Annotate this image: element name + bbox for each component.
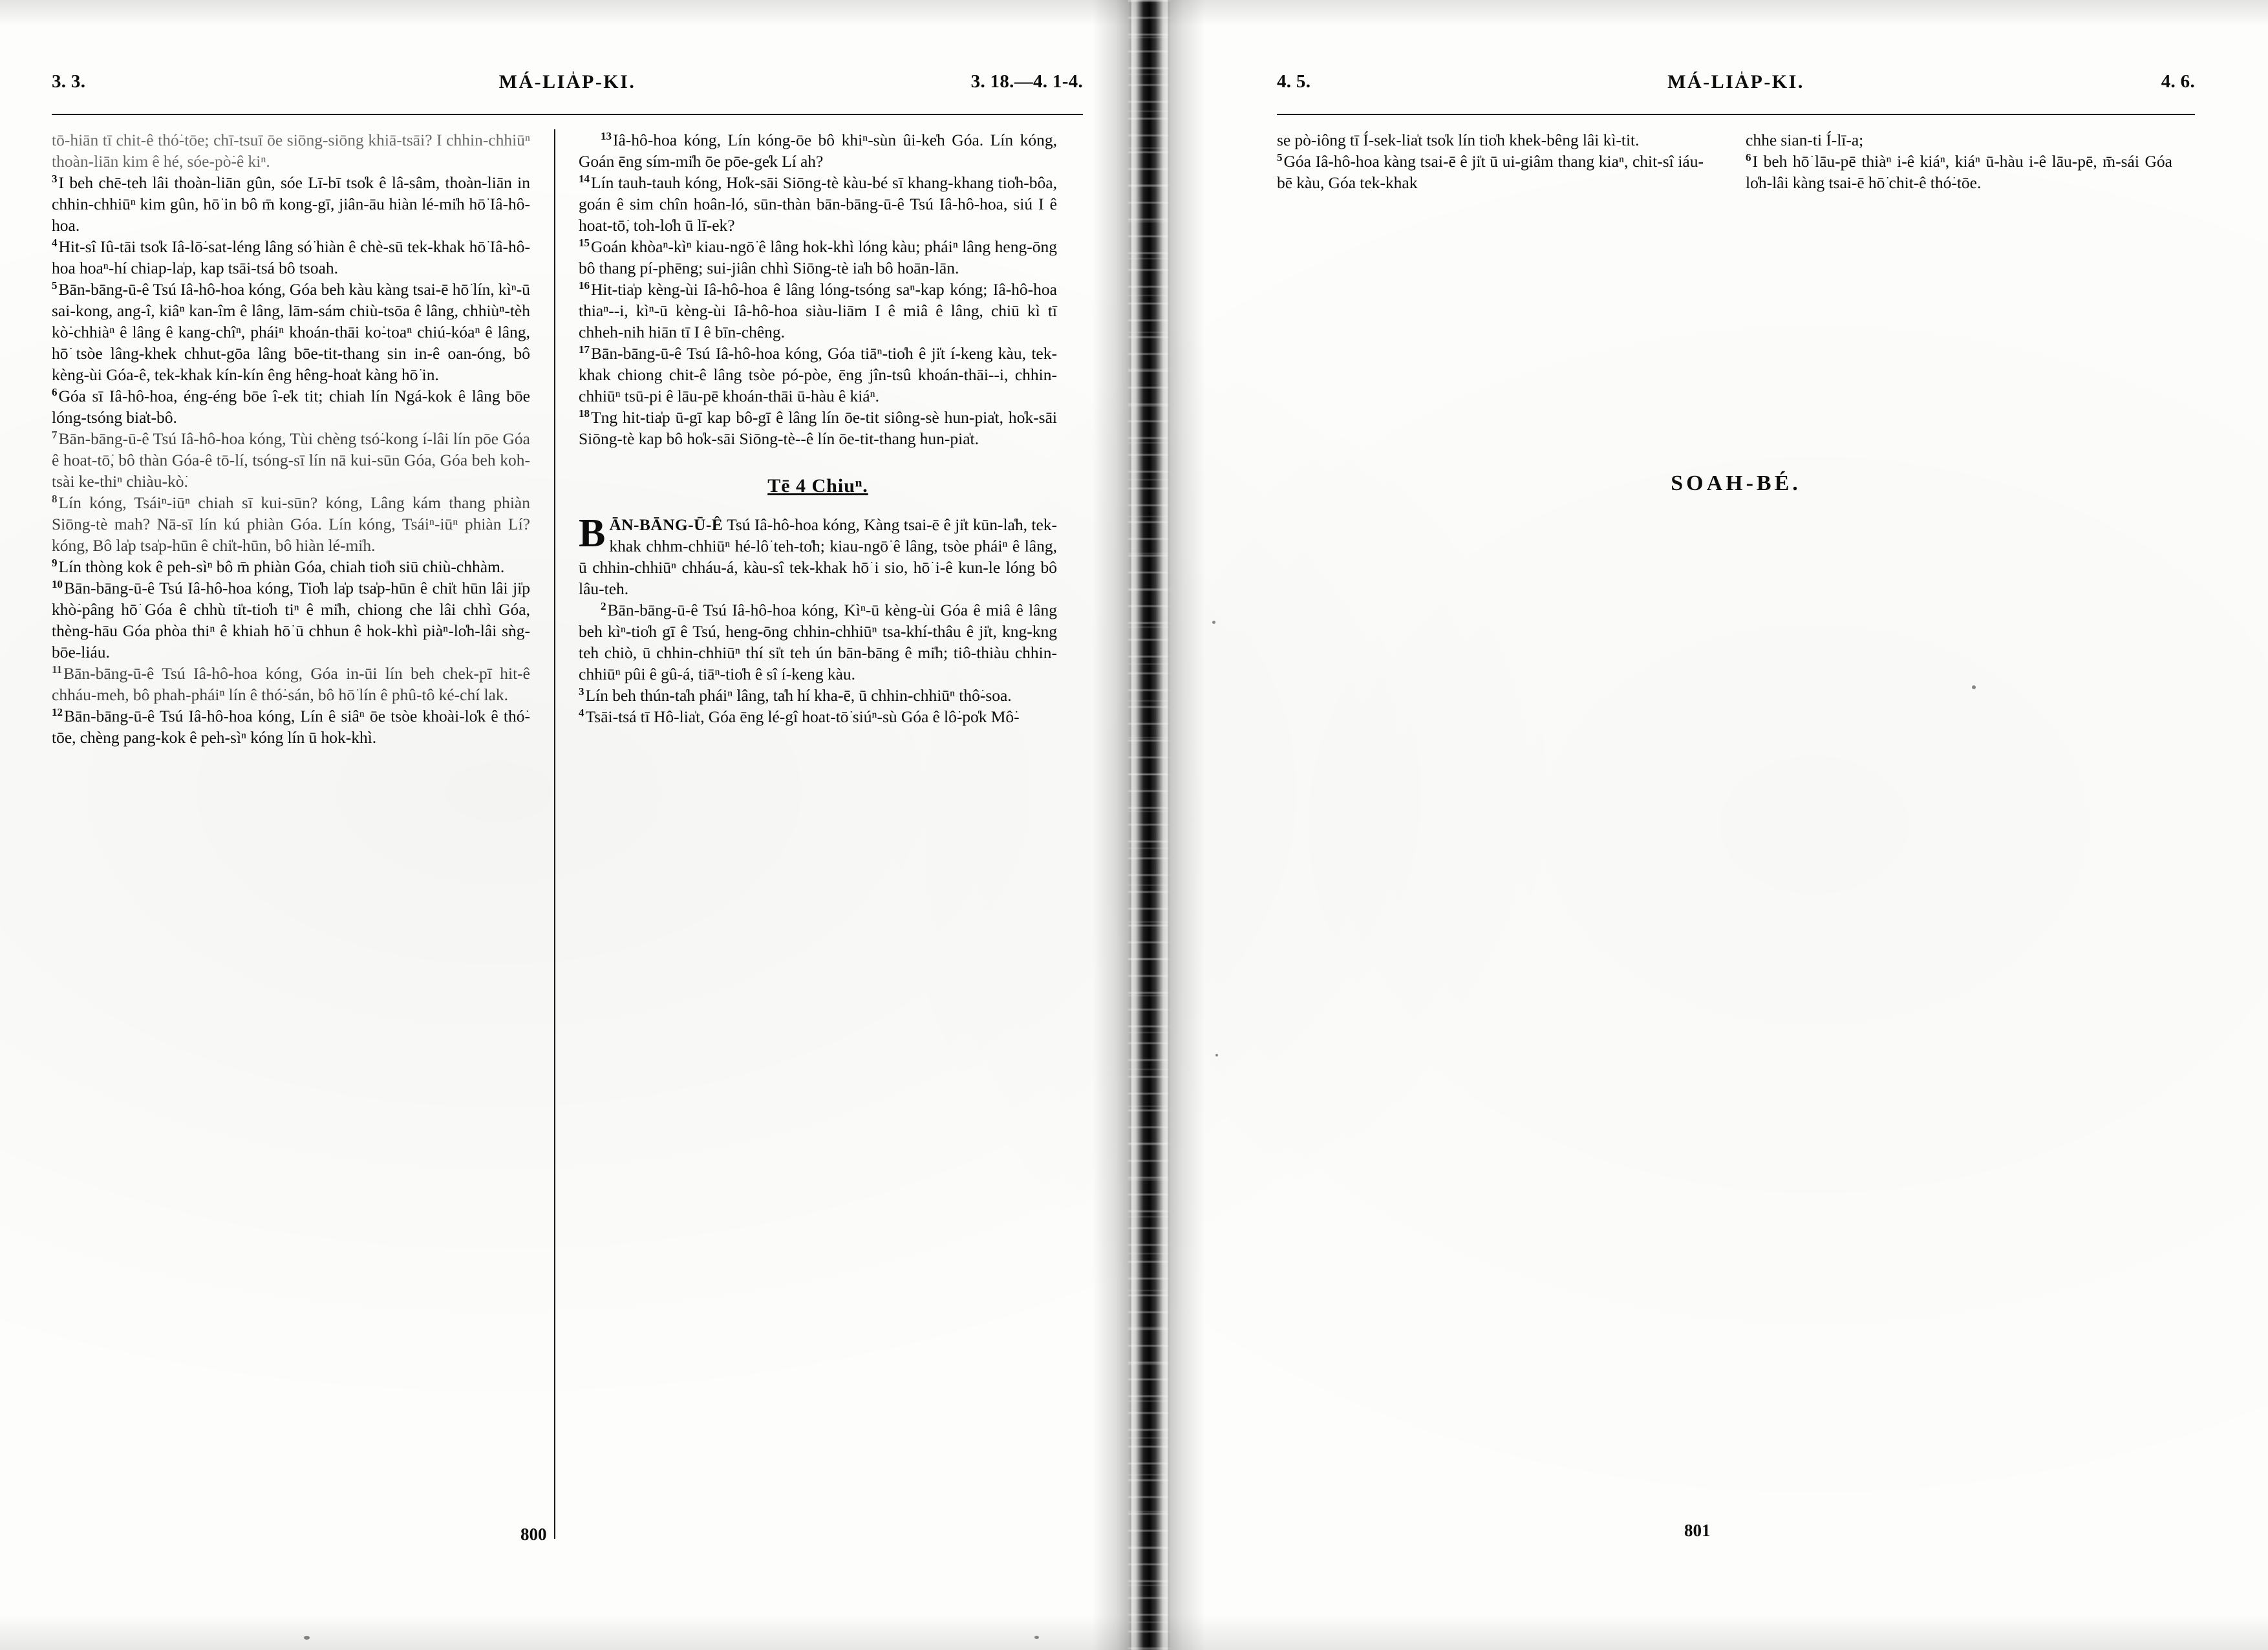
scan-speck	[1215, 1054, 1218, 1056]
verse-number: 3	[579, 685, 584, 698]
left-page-folio-bottom: 800	[520, 1525, 547, 1544]
verse-number: 2	[601, 599, 606, 612]
paragraph: $^3$Lín beh thún-ta̍h pháiⁿ lâng, ta̍h hí kha-ē, ū chhin-chhiūⁿ thô͘-soa.	[579, 685, 1012, 705]
paragraph: $^{15}$Goán khòaⁿ-kìⁿ kiau-ngō͘ ê lâng hok-khì lóng kàu; pháiⁿ lâng heng-ōng bô thang pí-phēng; sui-jiân chhì Siōng-tè ia̍h bô hoān-lān.	[579, 236, 1057, 278]
right-page-chapter-verse-left: 4. 5.	[1277, 71, 1311, 92]
verse-number: 17	[579, 343, 590, 356]
paragraph: $^{17}$Bān-bāng-ū-ê Tsú Iâ-hô-hoa kóng, Góa tiāⁿ-tio̍h ê ji̍t í-keng kàu, tek-khak chiong chit-ê lâng tsòe pó-pòe, ēng jîn-tsû khoán-thāi--i, chhin-chhiūⁿ tsū-pi ê lāu-pē khoán-thāi ū-hàu ê kiáⁿ.	[579, 343, 1057, 406]
left-page-header-rule	[52, 114, 1083, 115]
verse-number: 9	[52, 556, 58, 569]
verse-number: 8	[52, 492, 58, 505]
verse-number: 6	[1746, 151, 1751, 164]
left-page-column-2	[579, 129, 1057, 769]
paragraph: $^4$Tsāi-tsá tī Hô-lia̍t, Góa ēng lé-gî hoat-tō͘ siúⁿ-sù Góa ê lô͘-po̍k Mô͘-	[579, 707, 1020, 727]
scan-speck	[1212, 621, 1215, 624]
verse-number: 18	[579, 407, 590, 420]
paragraph: $^{16}$Hit-tia̍p kèng-ùi Iâ-hô-hoa ê lâng lóng-tsóng saⁿ-kap kóng; Iâ-hô-hoa thiaⁿ--i, kìⁿ-ū kèng-ùi Iâ-hô-hoa siàu-liām I ê miâ ê lâng, chiū kì tī chheh-nih hiān tī I ê bīn-chêng.	[579, 279, 1057, 342]
verse-number: 15	[579, 236, 590, 249]
verse-number: 12	[52, 706, 63, 719]
right-page-column-2	[1746, 129, 2172, 193]
chapter-heading: Tē 4 Chiuⁿ.	[767, 475, 868, 497]
paragraph: $^{13}$Iâ-hô-hoa kóng, Lín kóng-ōe bô khiⁿ-sùn ûi-ke̍h Góa. Lín kóng, Goán ēng sím-mi̍h ōe pōe-ge̍k Lí ah?	[579, 129, 1057, 171]
paragraph: $^4$Hit-sî Iû-tāi tso̍k Iâ-lō͘-sat-léng lâng só͘ hiàn ê chè-sū tek-khak hō͘ Iâ-hô-hoa hoaⁿ-hí chiap-la̍p, kap tsāi-tsá bô tsoah.	[52, 236, 530, 278]
paragraph: $^8$Lín kóng, Tsáiⁿ-iūⁿ chiah sī kui-sūn? kóng, Lâng kám thang phiàn Siōng-tè mah? Nā-sī lín kú phiàn Góa. Lín kóng, Tsáiⁿ-iūⁿ phiàn Lí? kóng, Bô la̍p tsa̍p-hūn ê chi̍t-hūn, bô hiàn lé-mi̍h.	[52, 492, 530, 555]
small-caps-run: ĀN-BĀNG-Ū-Ê	[609, 515, 723, 535]
left-page-book-title: MÁ-LIA̍P-KI.	[498, 71, 636, 92]
verse-number: 5	[52, 279, 58, 292]
right-page	[1164, 0, 2268, 1650]
left-page-folio-top-left: 3. 3.	[52, 71, 86, 92]
scan-speck	[1972, 685, 1976, 689]
verse-number: 10	[52, 577, 63, 590]
verse-number: 5	[1277, 151, 1283, 164]
paragraph: $^2$Bān-bāng-ū-ê Tsú Iâ-hô-hoa kóng, Kìⁿ-ū kèng-ùi Góa ê miâ ê lâng beh kìⁿ-tio̍h gī ê Tsú, heng-ōng chhin-chhiūⁿ tsa-khí-thâu ê ji̍t, kng-kng teh chiò, ū chhin-chhiūⁿ thí si̍t teh ún bān-bāng ê mi̍h; tiô-thiàu chhin-chhiūⁿ pûi ê gû-á, tiāⁿ-tio̍h ê sî í-keng kàu.	[579, 599, 1057, 684]
paragraph: $^{14}$Lín tauh-tauh kóng, Ho̍k-sāi Siōng-tè kàu-bé sī khang-khang tio̍h-bôa, goán ê sim chîn hoân-ló, sūn-thàn bān-bāng-ū-ê Tsú Iâ-hô-hoa, siú I ê hoat-tō͘, toh-lo̍h ū lī-ek?	[579, 172, 1057, 235]
paragraph: $^5$Bān-bāng-ū-ê Tsú Iâ-hô-hoa kóng, Góa beh kàu kàng tsai-ē hō͘ lín, kìⁿ-ū sai-kong, ang-î, kiâⁿ kan-îm ê lâng, lām-sám chiù-tsōa ê lâng, chhiùⁿ-tèh kò͘-chhiàⁿ ê lâng ê kang-chîⁿ, pháiⁿ khoán-thāi ko͘-toaⁿ chiú-kóaⁿ ê lâng, hō͘ tsòe lâng-khek chhut-gōa lâng bōe-tit-thang sin in-ê oan-óng, bô kèng-ùi Góa-ê, tek-khak kín-kín êng hêng-hoa̍t kàng hō͘ in.	[52, 279, 530, 385]
paragraph: chhe sian-ti Í-lī-a;	[1746, 131, 1864, 149]
verse-number: 13	[601, 129, 612, 142]
left-page-column-1	[52, 129, 530, 769]
chapter-opening-paragraph: BĀN-BĀNG-Ū-Ê Tsú Iâ-hô-hoa kóng, Kàng tsai-ē ê ji̍t kūn-la̍h, tek-khak chhm-chhiūⁿ hé-lô͘ teh-to̍h; kiau-ngō͘ ê lâng, tsòe pháiⁿ ê lâng, ū chhin-chhiūⁿ chháu-á, kàu-sî tek-khak hō͘ i sio, hō͘ i-ê kun-le lóng bô lâu-teh.	[579, 511, 1057, 599]
right-page-chapter-verse-right: 4. 6.	[2161, 71, 2195, 92]
paragraph: $^7$Bān-bāng-ū-ê Tsú Iâ-hô-hoa kóng, Tùi chèng tsó͘-kong í-lâi lín pōe Góa ê hoat-tō͘, bô thàn Góa-ê tō-lí, tsóng-sī lín nā kui-sūn Góa, Góa beh koh-tsài ke-thiⁿ chiàu-kò͘.	[52, 428, 530, 491]
right-page-book-title: MÁ-LIA̍P-KI.	[1667, 71, 1804, 92]
paragraph	[52, 748, 530, 769]
paragraph: $^{11}$Bān-bāng-ū-ê Tsú Iâ-hô-hoa kóng, Góa in-ūi lín beh chek-pī hit-ê chháu-meh, bô phah-pháiⁿ lín ê thó͘-sán, bô hō͘ lín ê phû-tô ké-chí lak.	[52, 663, 530, 705]
verse-number: 4	[52, 236, 58, 249]
paragraph: $^{12}$Bān-bāng-ū-ê Tsú Iâ-hô-hoa kóng, Lín ê siâⁿ ōe tsòe khoài-lo̍k ê thó͘-tōe, chèng pang-kok ê peh-sìⁿ kóng lín ū hok-khì.	[52, 706, 530, 747]
paragraph: $^{18}$Tng hit-tia̍p ū-gī kap bô-gī ê lâng lín ōe-tit siông-sè hun-pia̍t, ho̍k-sāi Siōng-tè kap bô ho̍k-sāi Siōng-tè--ê lín ōe-tit-thang hun-pia̍t.	[579, 407, 1057, 449]
verse-number: 11	[52, 663, 63, 676]
right-page-column-1	[1277, 129, 1704, 193]
right-page-folio-bottom: 801	[1684, 1521, 1711, 1540]
paragraph: $^5$Góa Iâ-hô-hoa kàng tsai-ē ê ji̍t ū ui-giâm thang kiaⁿ, chit-sî iáu-bē kàu, Góa tek-khak	[1277, 151, 1704, 193]
left-page-verse-range: 3. 18.—4. 1-4.	[970, 71, 1083, 92]
drop-cap: B	[579, 511, 606, 556]
paragraph: tō-hiān tī chit-ê thó͘-tōe; chī-tsuī ōe siōng-siōng khiā-tsāi? I chhin-chhiūⁿ thoàn-liān kim ê hé, sóe-pò͘-ê kiⁿ.	[52, 131, 530, 171]
end-of-book-mark: SOAH-BÉ.	[1671, 471, 1801, 496]
right-page-header-rule	[1277, 114, 2195, 115]
left-binding-shadow	[1093, 0, 1131, 1650]
verse-number: 16	[579, 279, 590, 292]
right-page-running-head	[1277, 71, 2195, 110]
paragraph: $^6$I beh hō͘ lāu-pē thiàⁿ i-ê kiáⁿ, kiáⁿ ū-hàu i-ê lāu-pē, m̄-sái Góa lo̍h-lâi kàng tsai-ē hō͘ chit-ê thó͘-tōe.	[1746, 151, 2172, 193]
paragraph: $^{10}$Bān-bāng-ū-ê Tsú Iâ-hô-hoa kóng, Tio̍h la̍p tsa̍p-hūn ê chi̍t hūn lâi ji̍p khò͘-pâng hō͘ Góa ê chhù ti̍t-tio̍h tiⁿ ê mi̍h, chiong che lâi chhì Góa, thèng-hāu Góa phòa thiⁿ ê khiah hō͘ ū chhun ê hok-khì piàⁿ-lo̍h-lâi sǹg-bōe-liáu.	[52, 577, 530, 662]
paragraph: $^3$I beh chē-teh lâi thoàn-liān gûn, sóe Lī-bī tso̍k ê lâ-sâm, thoàn-liān in chhin-chhiūⁿ kim gûn, hō͘ in bô m̄ kong-gī, jiân-āu hiàn lé-mi̍h hō͘ Iâ-hô-hoa.	[52, 172, 530, 235]
paragraph: se pò-iông tī Í-sek-lia̍t tso̍k lín tio̍h khek-bêng lâi kì-tit.	[1277, 131, 1640, 149]
right-page-columns	[1277, 129, 2195, 193]
paragraph: $^6$Góa sī Iâ-hô-hoa, éng-éng bōe î-e̍k tit; chiah lín Ngá-kok ê lâng bōe lóng-tsóng bia̍t-bô.	[52, 385, 530, 427]
verse-number: 4	[579, 707, 584, 720]
column-divider-rule	[554, 129, 555, 1539]
verse-number: 14	[579, 172, 590, 185]
verse-number: 7	[52, 428, 58, 441]
scan-speck	[1034, 1636, 1039, 1639]
verse-number: 3	[52, 172, 58, 185]
scan-speck	[304, 1636, 310, 1640]
paragraph: $^9$Lín thòng kok ê peh-sìⁿ bô m̄ phiàn Góa, chiah tio̍h siū chiù-chhàm.	[52, 556, 505, 577]
verse-number: 6	[52, 385, 58, 398]
left-page-running-head	[52, 71, 1083, 110]
left-page-columns	[52, 129, 1083, 769]
